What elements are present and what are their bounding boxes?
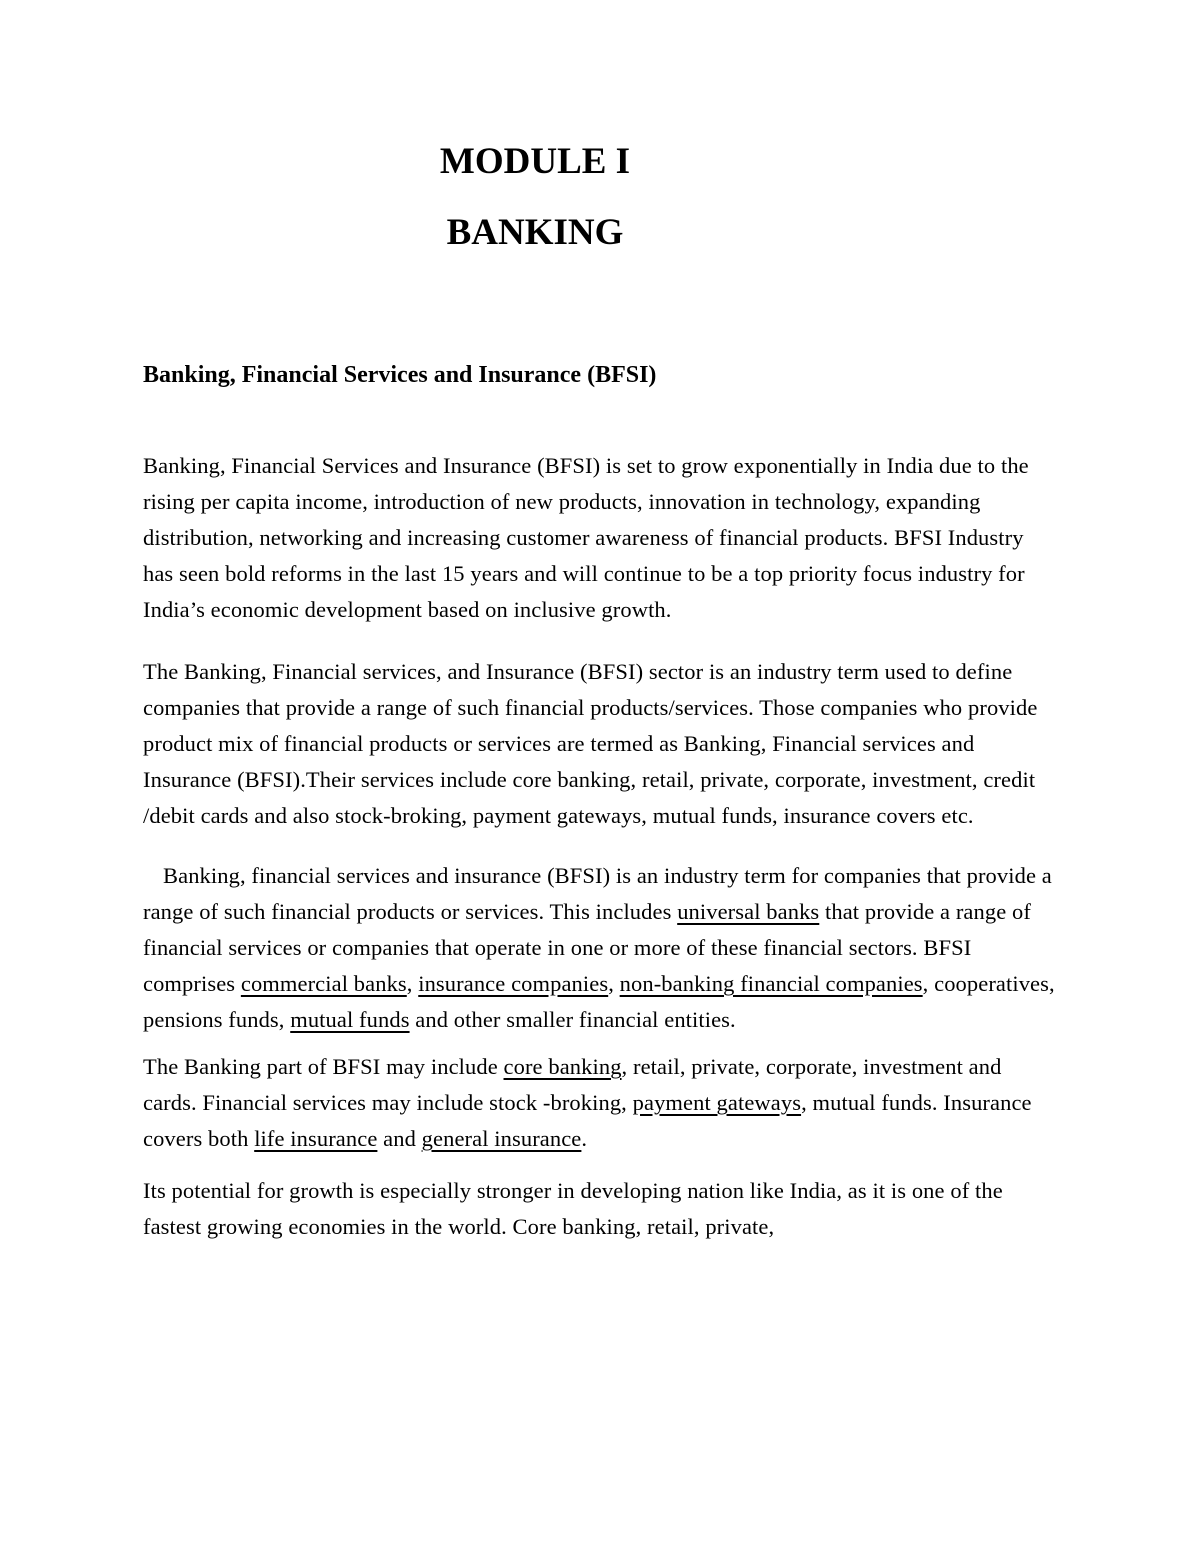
link-life-insurance[interactable]: life insurance [254,1126,378,1151]
paragraph-4-text: , retail, private, corporate, investment and cards. Financial services may include stock -broking, [143,1054,1002,1115]
paragraph-4-text: , mutual funds. Insurance covers both [143,1090,1032,1151]
paragraph-3-text: Banking, financial services and insurance (BFSI) is an industry term for companies that provide a range of such financial products or services. This includes [143,863,1052,924]
paragraph-3-text: , cooperatives, pensions funds, [143,971,1055,1032]
link-universal-banks[interactable]: universal banks [677,899,820,924]
text-content [143,0,1055,1245]
link-payment-gateways[interactable]: payment gateways [632,1090,802,1115]
paragraph-4-text: . [581,1126,588,1151]
paragraph-3-text: that provide a range of financial services or companies that operate in one or more of these financial sectors. BFSI comprises [143,899,1031,996]
paragraph-1 [143,448,1055,628]
paragraph-4-text: The Banking part of BFSI may include [143,1054,504,1079]
paragraph-2 [143,654,1055,834]
module-title: MODULE I [439,141,631,182]
paragraph-4-text: and [377,1126,422,1151]
paragraph-1-text: Banking, Financial Services and Insurance (BFSI) is set to grow exponentially in India due to the rising per capita income, introduction of new products, innovation in technology, expanding distribution, networking and increasing customer awareness of financial products. BFSI Industry has seen bold reforms in the last 15 years and will continue to be a top priority focus industry for India’s economic development based on inclusive growth. [143,453,1029,622]
paragraph-3 [143,858,1055,1038]
section-heading: Banking, Financial Services and Insurance (BFSI) [143,362,657,388]
link-non-banking-financial-companies[interactable]: non-banking financial companies [619,971,923,996]
paragraph-5 [143,1173,1055,1245]
paragraph-5-text: Its potential for growth is especially stronger in developing nation like India, as it is one of the fastest growing economies in the world. Core banking, retail, private, [143,1178,1003,1239]
paragraph-3-text: , [608,971,620,996]
module-subtitle: BANKING [446,212,624,253]
paragraph-4 [143,1049,1055,1157]
paragraph-3-text: , [406,971,419,996]
link-insurance-companies[interactable]: insurance companies [418,971,609,996]
link-commercial-banks[interactable]: commercial banks [240,971,407,996]
link-mutual-funds[interactable]: mutual funds [290,1007,410,1032]
link-core-banking[interactable]: core banking [503,1054,622,1079]
link-general-insurance[interactable]: general insurance [421,1126,582,1151]
paragraph-2-text: The Banking, Financial services, and Insurance (BFSI) sector is an industry term used to define companies that provide a range of such financial products/services. Those companies who provide product mix of financial products or services are termed as Banking, Financial services and Insurance (BFSI).Their services include core banking, retail, private, corporate, investment, credit /debit cards and also stock-broking, payment gateways, mutual funds, insurance covers etc. [143,659,1038,828]
paragraph-3-text: and other smaller financial entities. [409,1007,736,1032]
